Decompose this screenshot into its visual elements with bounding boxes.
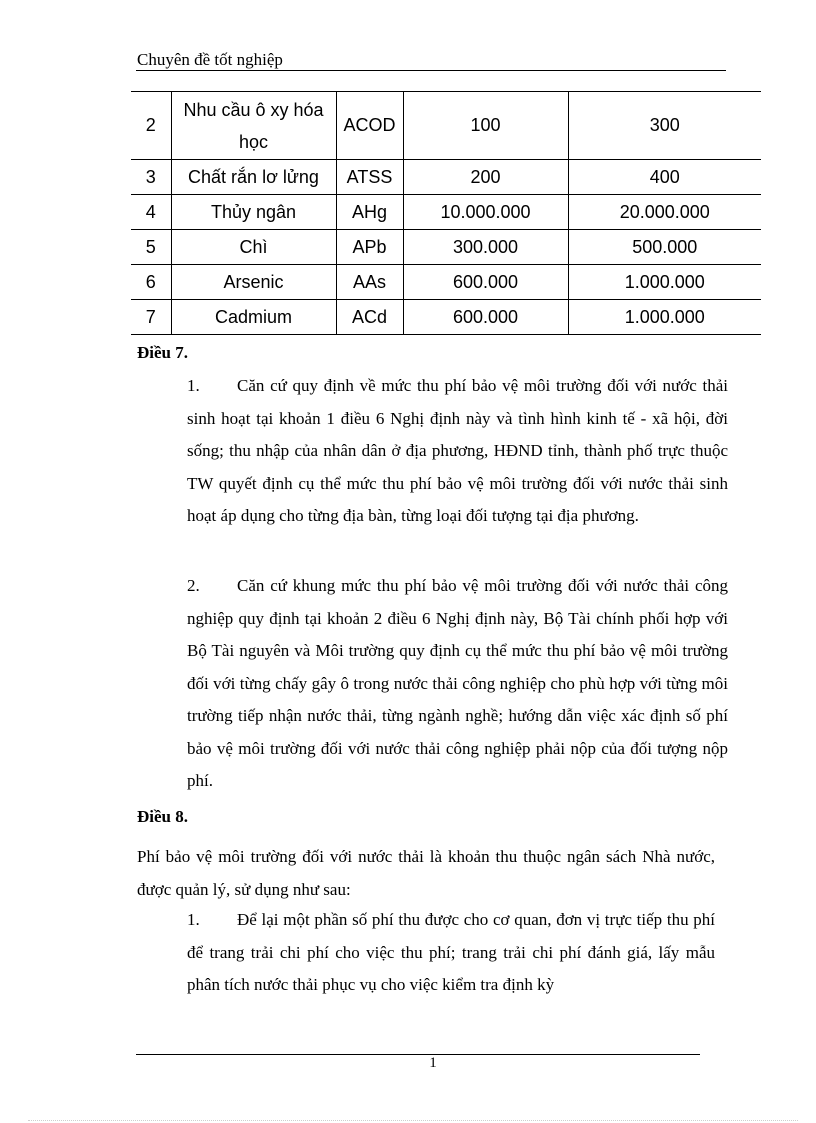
- fee-min: 10.000.000: [403, 195, 568, 230]
- parameter-code: ACOD: [336, 92, 403, 160]
- table-row: [131, 92, 761, 160]
- table-row: [131, 160, 761, 195]
- fee-max: 300: [568, 92, 761, 160]
- fee-min: 100: [403, 92, 568, 160]
- article-8-item-1: [187, 904, 715, 1002]
- row-number: 6: [131, 265, 171, 300]
- parameter-code: AHg: [336, 195, 403, 230]
- row-number: 4: [131, 195, 171, 230]
- parameter-code: ACd: [336, 300, 403, 335]
- parameter-name: Cadmium: [171, 300, 336, 335]
- fee-min: 600.000: [403, 300, 568, 335]
- fee-min: 200: [403, 160, 568, 195]
- article-8-intro: Phí bảo vệ môi trường đối với nước thải là khoản thu thuộc ngân sách Nhà nước, được quản lý, sử dụng như sau:: [137, 847, 715, 899]
- table-row: [131, 195, 761, 230]
- fee-max: 20.000.000: [568, 195, 761, 230]
- article-7-item-1: [187, 370, 728, 533]
- page-header-title: Chuyên đề tốt nghiệp: [137, 50, 283, 69]
- fee-max: 400: [568, 160, 761, 195]
- parameter-code: ATSS: [336, 160, 403, 195]
- fee-table: [131, 91, 761, 335]
- item-text: Căn cứ khung mức thu phí bảo vệ môi trường đối với nước thải công nghiệp quy định tại khoản 2 điều 6 Nghị định này, Bộ Tài chính phối hợp với Bộ Tài nguyên và Môi trường quy định cụ thể mức thu phí bảo vệ môi trường đối với từng chấy gây ô trong nước thải công nghiệp cho phù hợp với từng môi trường tiếp nhận nước thải, từng ngành nghề; hướng dẫn việc xác định số phí bảo vệ môi trường đối với nước thải công nghiệp phải nộp của đối tượng nộp phí.: [187, 576, 728, 790]
- item-text: Căn cứ quy định về mức thu phí bảo vệ môi trường đối với nước thải sinh hoạt tại khoản 1 điều 6 Nghị định này và tình hình kinh tế - xã hội, đời sống; thu nhập của nhân dân ở địa phương, HĐND tỉnh, thành phố trực thuộc TW quyết định cụ thể mức thu phí bảo vệ môi trường đối với nước thải sinh hoạt áp dụng cho từng địa bàn, từng loại đối tượng tại địa phương.: [187, 376, 728, 525]
- row-number: 3: [131, 160, 171, 195]
- header-divider: [136, 70, 726, 71]
- item-text: Để lại một phần số phí thu được cho cơ quan, đơn vị trực tiếp thu phí để trang trải chi phí cho việc thu phí; trang trải chi phí đánh giá, lấy mẫu phân tích nước thải phục vụ cho việc kiểm tra định kỳ: [187, 910, 715, 994]
- item-number: 1.: [187, 376, 200, 395]
- parameter-name: Arsenic: [171, 265, 336, 300]
- article-7-title: Điều 7.: [137, 343, 188, 362]
- row-number: 2: [131, 92, 171, 160]
- parameter-name: Thủy ngân: [171, 195, 336, 230]
- parameter-name: Chì: [171, 230, 336, 265]
- parameter-name: Chất rắn lơ lửng: [171, 160, 336, 195]
- table-row: [131, 265, 761, 300]
- table-row: [131, 230, 761, 265]
- parameter-name: Nhu cầu ô xy hóa học: [171, 92, 336, 160]
- table-row: [131, 300, 761, 335]
- parameter-code: AAs: [336, 265, 403, 300]
- page-number: 1: [429, 1055, 437, 1071]
- fee-max: 1.000.000: [568, 300, 761, 335]
- fee-min: 600.000: [403, 265, 568, 300]
- item-number: 1.: [187, 910, 200, 929]
- page-bottom-edge: [28, 1120, 798, 1121]
- article-8-title: Điều 8.: [137, 807, 188, 826]
- fee-max: 500.000: [568, 230, 761, 265]
- article-7-item-2: [187, 570, 728, 798]
- item-number: 2.: [187, 576, 200, 595]
- fee-max: 1.000.000: [568, 265, 761, 300]
- fee-min: 300.000: [403, 230, 568, 265]
- row-number: 5: [131, 230, 171, 265]
- parameter-code: APb: [336, 230, 403, 265]
- row-number: 7: [131, 300, 171, 335]
